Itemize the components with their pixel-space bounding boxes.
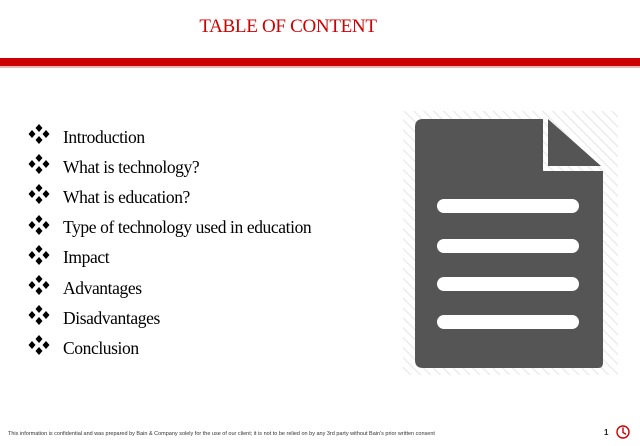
title-divider-shadow [0, 66, 640, 68]
toc-item [28, 273, 311, 303]
document-line [437, 239, 579, 253]
toc-item-label: Type of technology used in education [63, 217, 312, 238]
document-line [437, 277, 579, 291]
four-diamond-bullet-icon [28, 335, 50, 355]
confidentiality-disclaimer: This information is confidential and was prepared by Bain & Company solely for the use of our client; it is not to be relied on by any 3rd party without Bain's prior written consent [8, 431, 435, 437]
four-diamond-bullet-icon [28, 275, 50, 295]
four-diamond-bullet-icon [28, 245, 50, 265]
four-diamond-bullet-icon [28, 305, 50, 325]
document-icon [403, 111, 618, 375]
toc-item [28, 243, 311, 273]
bain-logo-icon [616, 425, 630, 439]
toc-item [28, 213, 311, 243]
document-line [437, 199, 579, 213]
toc-item [28, 182, 311, 212]
four-diamond-bullet-icon [28, 124, 50, 144]
four-diamond-bullet-icon [28, 184, 50, 204]
toc-item [28, 122, 311, 152]
toc-item-label: Introduction [63, 126, 145, 147]
toc-item [28, 333, 311, 363]
document-line [437, 315, 579, 329]
toc-item [28, 303, 311, 333]
toc-item-label: Advantages [63, 277, 142, 298]
toc-item-label: Disadvantages [63, 307, 160, 328]
toc-item-label: Impact [63, 247, 110, 268]
four-diamond-bullet-icon [28, 154, 50, 174]
slide-title: TABLE OF CONTENT [199, 16, 377, 37]
toc-item-label: Conclusion [63, 337, 139, 358]
toc-item-label: What is education? [63, 186, 190, 207]
title-divider-bar [0, 58, 640, 66]
toc-item-label: What is technology? [63, 156, 200, 177]
page-number: 1 [604, 428, 609, 437]
toc-list [28, 122, 311, 364]
toc-item [28, 152, 311, 182]
four-diamond-bullet-icon [28, 215, 50, 235]
